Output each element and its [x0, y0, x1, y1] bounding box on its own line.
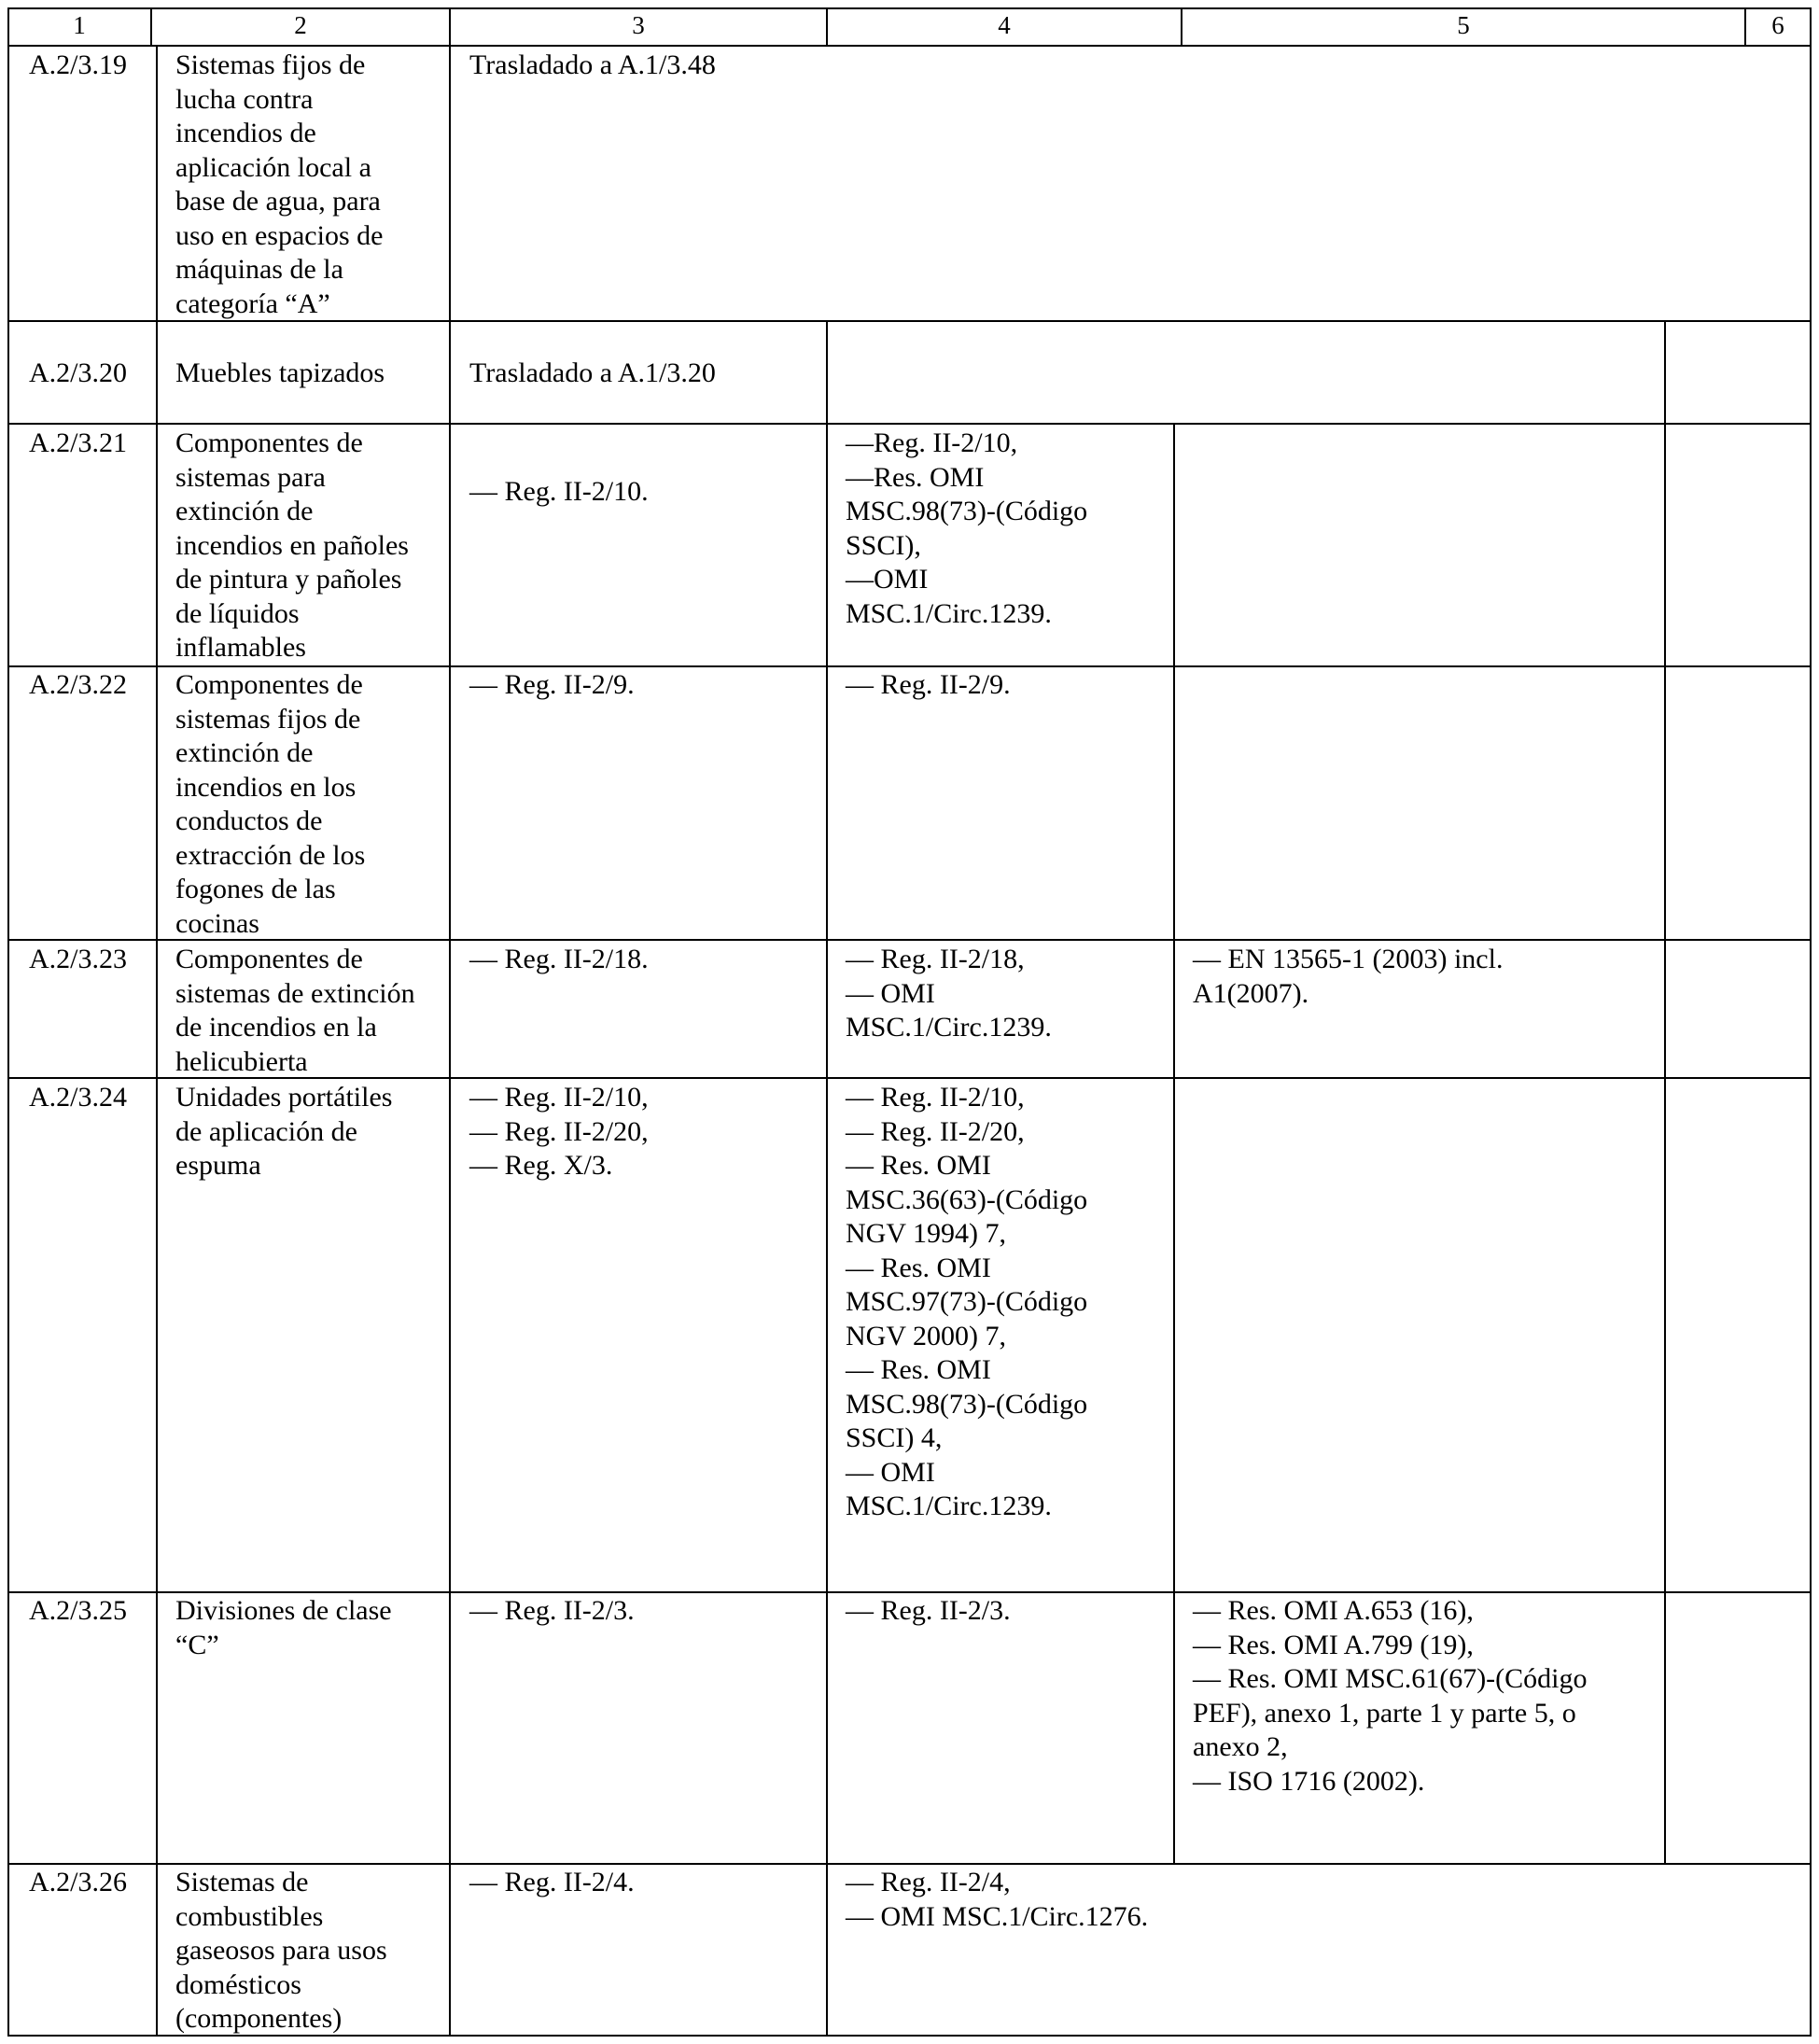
row-col4: — Reg. II-2/4, — OMI MSC.1/Circ.1276. [846, 1867, 1149, 1932]
row-item: Componentes de sistemas de extinción de incendios en la helicubierta [175, 944, 415, 1077]
header-col-6: 6 [1771, 11, 1784, 39]
rule-col3 [826, 320, 828, 1865]
row-code: A.2/3.25 [29, 1595, 127, 1626]
row-item: Divisiones de clase “C” [175, 1595, 392, 1660]
row-col3: Trasladado a A.1/3.48 [469, 49, 716, 80]
row-item: Sistemas de combustibles gaseosos para usos domésticos (componentes) [175, 1867, 387, 2034]
row-col5: — EN 13565-1 (2003) incl. A1(2007). [1193, 944, 1504, 1009]
rule-col5 [1664, 320, 1666, 1865]
rule-col1 [156, 45, 158, 2037]
rule-header-bottom [7, 45, 1812, 47]
row-col4: — Reg. II-2/18, — OMI MSC.1/Circ.1239. [846, 944, 1052, 1043]
rule-col3-last [826, 1863, 828, 2037]
row-col3: — Reg. II-2/3. [469, 1595, 635, 1626]
row-code: A.2/3.20 [29, 357, 127, 388]
row-item: Componentes de sistemas fijos de extinción de incendios en los conductos de extracción de los fogones de las cocinas [175, 669, 366, 939]
row-col3: — Reg. II-2/10, — Reg. II-2/20, — Reg. X/3. [469, 1082, 649, 1181]
row-item: Componentes de sistemas para extinción de incendios en pañoles de pintura y pañoles de líquidos inflamables [175, 427, 409, 663]
header-col-2: 2 [294, 11, 307, 39]
rule-row-20-bottom [7, 423, 1812, 425]
rule-left [7, 7, 9, 2037]
row-col3: — Reg. II-2/4. [469, 1867, 635, 1897]
row-item: Sistemas fijos de lucha contra incendios de aplicación local a base de agua, para uso en espacios de máquinas de la categoría “A” [175, 49, 384, 319]
rule-row-25-bottom [7, 1863, 1812, 1865]
row-col3: — Reg. II-2/9. [469, 669, 635, 700]
row-code: A.2/3.26 [29, 1867, 127, 1897]
row-col5: — Res. OMI A.653 (16), — Res. OMI A.799 (19), — Res. OMI MSC.61(67)-(Código PEF), anexo 1, parte 1 y parte 5, o anexo 2, — ISO 1716 (2002). [1193, 1595, 1588, 1797]
row-item: Muebles tapizados [175, 357, 385, 388]
row-code: A.2/3.21 [29, 427, 127, 458]
row-col3: — Reg. II-2/10. [469, 476, 649, 507]
rule-right [1810, 7, 1812, 2037]
row-col4: — Reg. II-2/10, — Reg. II-2/20, — Res. OMI MSC.36(63)-(Código NGV 1994) 7, — Res. OMI MSC.97(73)-(Código NGV 2000) 7, — Res. OMI MSC.98(73)-(Código SSCI) 4, — OMI MSC.1/Circ.1239. [846, 1082, 1088, 1521]
row-code: A.2/3.22 [29, 669, 127, 700]
rule-col2 [449, 7, 451, 2037]
row-code: A.2/3.23 [29, 944, 127, 974]
rule-row-21-bottom [7, 665, 1812, 667]
row-col4: — Reg. II-2/9. [846, 669, 1011, 700]
header-col-1: 1 [73, 11, 86, 39]
row-item: Unidades portátiles de aplicación de espuma [175, 1082, 393, 1181]
row-col4: — Reg. II-2/3. [846, 1595, 1011, 1626]
rule-row-24-bottom [7, 1591, 1812, 1593]
header-col-4: 4 [998, 11, 1011, 39]
header-col-5: 5 [1457, 11, 1470, 39]
header-col-3: 3 [632, 11, 645, 39]
rule-col4 [1173, 423, 1175, 1865]
row-code: A.2/3.24 [29, 1082, 127, 1113]
row-col3: Trasladado a A.1/3.20 [469, 357, 716, 388]
row-code: A.2/3.19 [29, 49, 127, 80]
row-col4: —Reg. II-2/10, —Res. OMI MSC.98(73)-(Código SSCI), —OMI MSC.1/Circ.1239. [846, 427, 1088, 629]
row-col3: — Reg. II-2/18. [469, 944, 649, 974]
